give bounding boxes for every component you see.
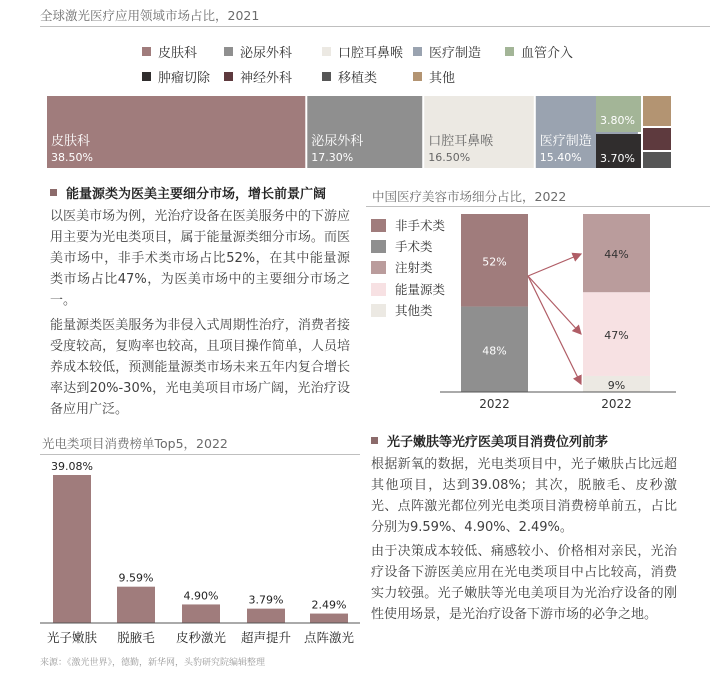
segment-category-label: 皮肤科: [51, 134, 91, 149]
bar-value-label: 39.08%: [51, 460, 93, 473]
legend-label: 口腔耳鼻喉: [338, 46, 404, 61]
legend-label: 皮肤科: [158, 46, 198, 61]
legend-label: 手术类: [395, 239, 433, 254]
segment-value-label: 3.80%: [600, 114, 635, 127]
legend-label: 血管介入: [521, 46, 574, 61]
heading-marker-icon: [371, 437, 378, 444]
segment-category-label: 泌尿外科: [311, 134, 364, 149]
legend-label: 移植类: [338, 71, 378, 86]
legend-label: 其他类: [395, 303, 433, 318]
section2-heading: [371, 431, 608, 450]
bar: [310, 614, 348, 623]
bar: [117, 587, 155, 623]
bar-value-label: 9.59%: [118, 571, 154, 585]
legend-label: 泌尿外科: [240, 46, 293, 61]
bar-value-label: 48%: [482, 344, 507, 358]
x-tick-label: 皮秒激光: [175, 630, 227, 645]
legend-label: 非手术类: [395, 218, 446, 233]
x-tick-label: 光子嫩肤: [46, 630, 98, 645]
section1-paragraph-2: 能量源类医美服务为非侵入式周期性治疗，消费者接受度较高，复购率也较高，且项目操作简单，人员培养成本较低，预测能量源类市场未来五年内复合增长率达到20%-30%，光电美项目市场广阔，光治疗设备应用广泛。: [50, 318, 350, 417]
bar: [182, 604, 220, 623]
segment-value-label: 17.30%: [311, 151, 354, 164]
segment-value-label: 38.50%: [51, 151, 93, 164]
segment-value-label: 16.50%: [428, 151, 471, 164]
bar: [247, 609, 285, 623]
x-tick-label: 超声提升: [240, 630, 292, 645]
bar: [53, 475, 91, 623]
segment-value-label: 3.70%: [600, 152, 635, 165]
legend-label: 其他: [429, 71, 456, 86]
legend-label: 神经外科: [240, 71, 293, 86]
legend-label: 能量源类: [395, 282, 446, 297]
x-tick-label: 脱腋毛: [117, 630, 155, 645]
bar-value-label: 47%: [604, 329, 629, 343]
x-tick-label: 2022: [479, 397, 510, 411]
section1-heading-text: 能量源类为医美主要细分市场，增长前景广阔: [66, 187, 327, 202]
x-tick-label: 点阵激光: [303, 630, 355, 645]
section1-paragraph-1: 以医美市场为例，光治疗设备在医美服务中的下游应用主要为光电类项目，属于能量源类细分市场。而医美市场中，非手术类市场占比52%，在其中能量源类市场占比47%，为医美市场中的主要细分市场之一。: [50, 209, 350, 308]
top-chart-title: 全球激光医疗应用领域市场占比，2021: [40, 8, 260, 23]
legend-label: 注射类: [395, 260, 433, 275]
legend-label: 医疗制造: [429, 46, 482, 61]
segment-value-label: 15.40%: [539, 151, 582, 164]
section2-heading-text: 光子嫩肤等光疗医美项目消费位列前茅: [387, 435, 609, 450]
bar-value-label: 3.79%: [248, 593, 284, 607]
legend-label: 肿瘤切除: [158, 71, 211, 86]
source-note: 来源：《激光世界》，德勤，新华网，头豹研究院编辑整理: [40, 658, 266, 668]
segment-category-label: 医疗制造: [539, 134, 592, 149]
x-tick-label: 2022: [601, 397, 632, 411]
bar-value-label: 9%: [607, 378, 626, 392]
bar-value-label: 52%: [482, 255, 507, 269]
bar-value-label: 4.90%: [183, 589, 219, 603]
right-chart-title: 中国医疗美容市场细分占比，2022: [372, 189, 567, 204]
bar-value-label: 2.49%: [311, 598, 347, 612]
section2-paragraph-2: 由于决策成本较低、痛感较小、价格相对亲民，光治疗设备下游医美应用在光电类项目中占比较高，消费实力较强。光子嫩肤等光电美项目为光治疗设备的刚性使用场景，是光治疗设备下游市场的必争之地。: [371, 544, 677, 622]
bottom-chart-title: 光电类项目消费榜单Top5，2022: [42, 436, 228, 451]
section2-paragraph-1: 根据新氧的数据，光电类项目中，光子嫩肤占比远超其他项目，达到39.08%；其次，脱腋毛、皮秒激光、点阵激光都位列光电类项目消费榜单前五，占比分别为9.59%、4.90%、2.49%。: [371, 457, 677, 535]
bar-value-label: 44%: [604, 248, 629, 262]
segment-category-label: 口腔耳鼻喉: [428, 134, 494, 149]
